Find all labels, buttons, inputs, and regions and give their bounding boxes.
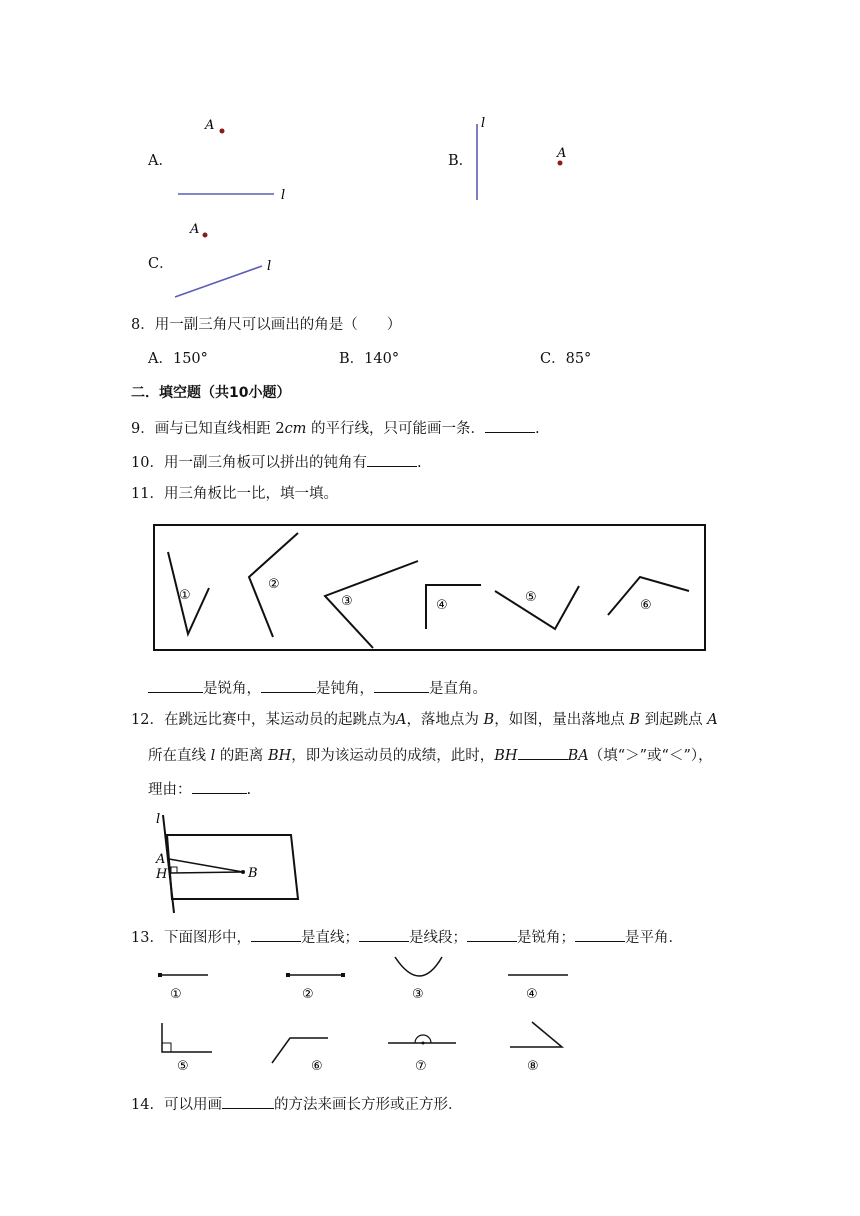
q13-segment-blank[interactable] bbox=[359, 927, 409, 942]
figure-3-curve bbox=[395, 957, 442, 976]
q11-figure bbox=[150, 521, 710, 656]
q9 bbox=[131, 418, 540, 438]
figure-option-a bbox=[170, 115, 300, 205]
fig-b-label: B bbox=[248, 866, 258, 881]
fig-a-label: A bbox=[156, 852, 166, 867]
line-l-label: l bbox=[267, 259, 272, 274]
option-a-label: A． bbox=[148, 153, 173, 169]
q13-acute-blank[interactable] bbox=[467, 927, 517, 942]
q12-line3 bbox=[148, 779, 251, 799]
q13-line-blank[interactable] bbox=[251, 927, 301, 942]
angle-4 bbox=[426, 585, 481, 629]
point-a-label: A bbox=[190, 222, 200, 237]
figure-6-label: ⑥ bbox=[311, 1059, 323, 1074]
angle-5 bbox=[495, 586, 579, 629]
point-a-label: A bbox=[205, 118, 215, 133]
q12-text-6: 的距离 bbox=[215, 748, 268, 764]
q13-pre: 13．下面图形中， bbox=[131, 930, 251, 946]
figure-1-label: ① bbox=[170, 987, 182, 1002]
q11-acute-text: 是锐角， bbox=[203, 681, 261, 697]
sandpit-rect bbox=[167, 835, 298, 899]
option-b-label: B． bbox=[448, 153, 474, 169]
q12-b: B bbox=[483, 712, 495, 728]
q13-line-text: 是直线； bbox=[300, 930, 359, 946]
q12-compare-blank[interactable] bbox=[518, 745, 568, 760]
q8-option-c: C．85° bbox=[540, 351, 592, 367]
q13-straight-text: 是平角． bbox=[624, 930, 683, 946]
angle-4-label: ④ bbox=[436, 598, 448, 613]
q12-line2 bbox=[148, 745, 713, 765]
figure-frame bbox=[154, 525, 705, 650]
q13-figures bbox=[150, 955, 580, 1080]
q12-figure bbox=[150, 805, 310, 915]
angle-1-label: ① bbox=[179, 588, 191, 603]
q9-post: 的平行线，只可能画一条． bbox=[306, 421, 486, 437]
q10 bbox=[131, 452, 422, 472]
figure-7-label: ⑦ bbox=[415, 1059, 427, 1074]
q13-acute-text: 是锐角； bbox=[516, 930, 575, 946]
q11-stem: 11．用三角板比一比，填一填。 bbox=[131, 486, 338, 502]
right-blank[interactable] bbox=[374, 678, 429, 693]
q10-end: . bbox=[416, 455, 422, 471]
q8-stem: 8．用一副三角尺可以画出的角是（ ） bbox=[131, 317, 402, 333]
segment-ab bbox=[169, 859, 243, 872]
figure-option-c bbox=[170, 218, 290, 303]
q12-text-4: 到起跳点 bbox=[639, 712, 708, 728]
figure-5-mark bbox=[162, 1043, 171, 1052]
q12-text-8: （填“＞”或“＜”）， bbox=[588, 748, 713, 764]
q12-bh2: BH bbox=[494, 748, 518, 764]
q12-reason-blank[interactable] bbox=[192, 779, 247, 794]
point-a-label: A bbox=[557, 146, 567, 161]
q12-a2: A bbox=[707, 712, 718, 728]
q9-unit: cm bbox=[284, 421, 307, 437]
q12-b2: B bbox=[629, 712, 640, 728]
q9-blank[interactable] bbox=[485, 418, 535, 433]
segment-hb bbox=[171, 872, 243, 873]
q12-bh: BH bbox=[267, 748, 292, 764]
q12-text-5: 所在直线 bbox=[148, 748, 211, 764]
q10-pre: 10．用一副三角板可以拼出的钝角有 bbox=[131, 455, 367, 471]
q8-option-a: A．150° bbox=[148, 351, 208, 367]
q13-stem bbox=[131, 927, 683, 947]
figure-1-endpoint bbox=[158, 973, 162, 977]
q9-end: . bbox=[535, 421, 540, 437]
angle-5-label: ⑤ bbox=[525, 590, 537, 605]
q11-right-text: 是直角。 bbox=[429, 681, 487, 697]
q11-answers bbox=[148, 678, 487, 698]
q12-line1 bbox=[131, 711, 718, 729]
q9-pre: 9．画与已知直线相距 2 bbox=[131, 421, 285, 437]
q12-a: A bbox=[395, 712, 407, 728]
q10-blank[interactable] bbox=[367, 452, 417, 467]
q12-text-3: ，如图，量出落地点 bbox=[494, 712, 630, 728]
fig-l-label: l bbox=[156, 812, 161, 827]
point-a bbox=[558, 161, 563, 166]
q13-segment-text: 是线段； bbox=[408, 930, 467, 946]
figure-option-b bbox=[470, 112, 580, 207]
fig-h-label: H bbox=[156, 867, 168, 882]
q13-straight-blank[interactable] bbox=[575, 927, 625, 942]
q14 bbox=[131, 1094, 462, 1114]
figure-3-label: ③ bbox=[412, 987, 424, 1002]
q12-text-2: ，落地点为 bbox=[406, 712, 484, 728]
obtuse-blank[interactable] bbox=[261, 678, 316, 693]
right-angle-mark bbox=[171, 867, 177, 873]
q12-ba: BA bbox=[567, 748, 589, 764]
figure-5-label: ⑤ bbox=[177, 1059, 189, 1074]
point-a bbox=[203, 233, 208, 238]
figure-8-acute-angle bbox=[510, 1022, 562, 1047]
figure-4-label: ④ bbox=[526, 987, 538, 1002]
angle-3 bbox=[325, 561, 418, 648]
q11-obtuse-text: 是钝角， bbox=[316, 681, 374, 697]
figure-2-endpoint-right bbox=[341, 973, 345, 977]
q8-option-b: B．140° bbox=[339, 351, 400, 367]
acute-blank[interactable] bbox=[148, 678, 203, 693]
angle-3-label: ③ bbox=[341, 594, 353, 609]
angle-6-label: ⑥ bbox=[640, 598, 652, 613]
figure-8-label: ⑧ bbox=[527, 1059, 539, 1074]
line-l-label: l bbox=[481, 116, 486, 131]
line-l bbox=[175, 266, 262, 297]
point-a bbox=[220, 129, 225, 134]
q14-blank[interactable] bbox=[222, 1094, 274, 1109]
q12-text-7: ，即为该运动员的成绩，此时， bbox=[291, 748, 495, 764]
q12-end: . bbox=[246, 782, 252, 798]
q14-pre: 14．可以用画 bbox=[131, 1097, 222, 1113]
point-b bbox=[241, 870, 245, 874]
option-c-label: C． bbox=[148, 256, 174, 272]
line-l-label: l bbox=[281, 188, 286, 203]
q14-post: 的方法来画长方形或正方形． bbox=[273, 1097, 463, 1113]
figure-5-right-angle bbox=[162, 1023, 212, 1052]
figure-2-endpoint-left bbox=[286, 973, 290, 977]
figure-7-vertex bbox=[422, 1042, 425, 1045]
q12-l: l bbox=[210, 748, 216, 764]
q12-reason-label: 理由： bbox=[148, 782, 192, 798]
angle-2-label: ② bbox=[268, 577, 280, 592]
figure-2-label: ② bbox=[302, 987, 314, 1002]
section-title: 二．填空题（共10小题） bbox=[131, 385, 291, 401]
q12-text-1: 12．在跳远比赛中，某运动员的起跳点为 bbox=[131, 712, 396, 728]
